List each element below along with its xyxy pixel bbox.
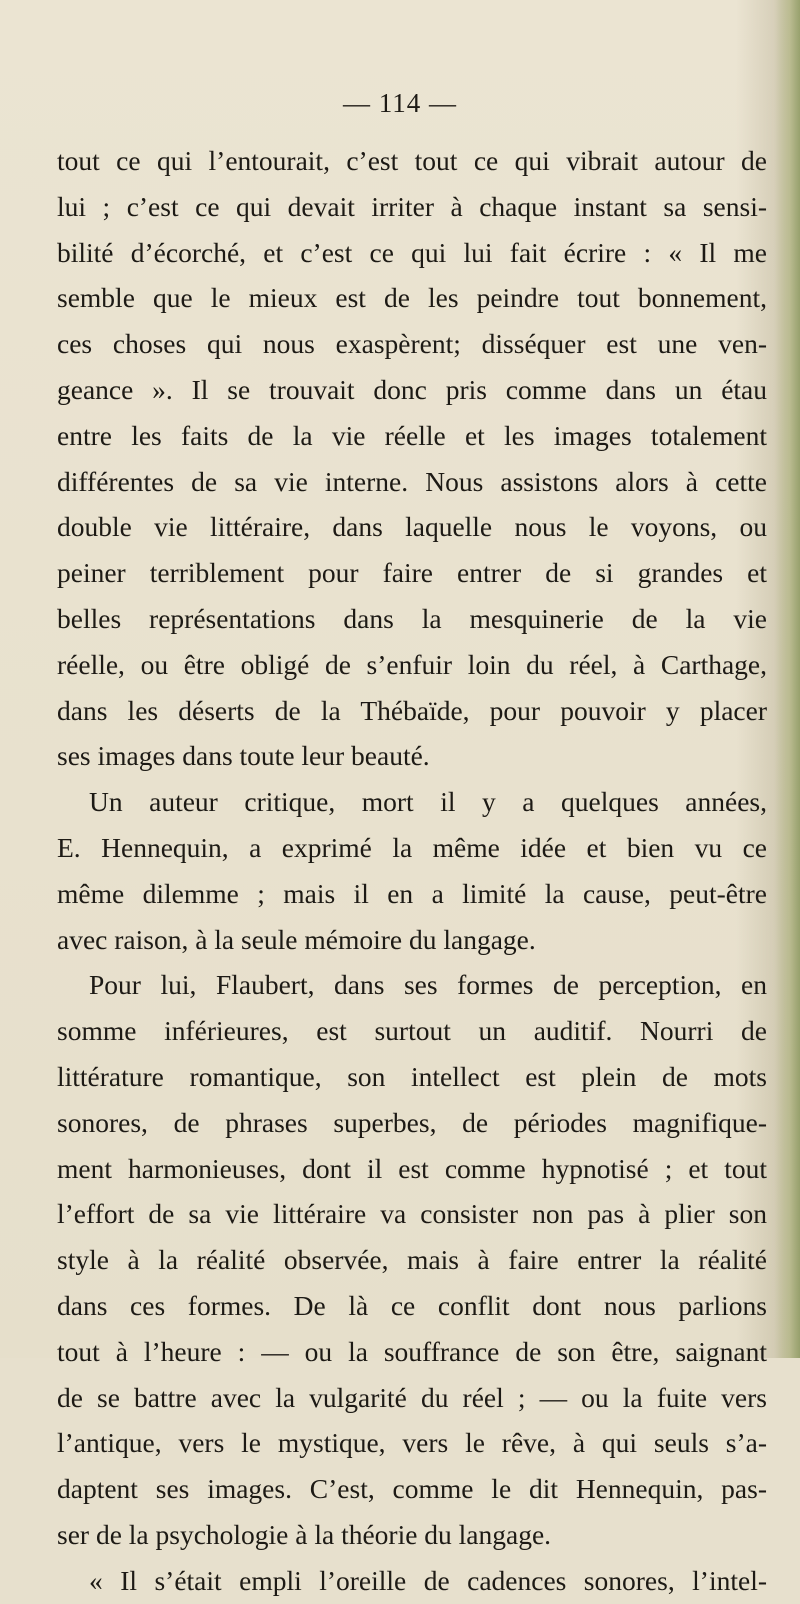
text-line: même dilemme ; mais il en a limité la cause, peut-être [57,877,767,909]
text-line: Un auteur critique, mort il y a quelques années, [89,786,767,818]
text-line: l’antique, vers le mystique, vers le rêve, à qui seuls s’a- [57,1427,767,1459]
text-line: belles représentations dans la mesquinerie de la vie [57,602,767,634]
text-line: somme inférieures, est surtout un auditif. Nourri de [57,1015,767,1047]
text-line: Pour lui, Flaubert, dans ses formes de perception, en [89,969,767,1001]
text-line: littérature romantique, son intellect est plein de mots [57,1060,767,1092]
text-line: style à la réalité observée, mais à faire entrer la réalité [57,1244,767,1276]
page-edge-shadow [774,0,800,1358]
text-line: l’effort de sa vie littéraire va consister non pas à plier son [57,1198,767,1230]
text-line: ment harmonieuses, dont il est comme hypnotisé ; et tout [57,1152,767,1184]
text-line: avec raison, à la seule mémoire du langage. [57,923,536,955]
text-line: bilité d’écorché, et c’est ce qui lui fait écrire : « Il me [57,236,767,268]
text-line: « Il s’était empli l’oreille de cadences sonores, l’intel- [89,1564,767,1596]
text-line: semble que le mieux est de les peindre tout bonnement, [57,282,767,314]
text-line: entre les faits de la vie réelle et les images totalement [57,419,767,451]
body-text [57,138,767,1604]
text-line: ses images dans toute leur beauté. [57,740,430,772]
text-line: dans les déserts de la Thébaïde, pour pouvoir y placer [57,694,767,726]
text-line: ces choses qui nous exaspèrent; disséquer est une ven- [57,328,767,360]
text-line: peiner terriblement pour faire entrer de si grandes et [57,557,767,589]
page-number: — 114 — [343,88,457,118]
text-line: daptent ses images. C’est, comme le dit Hennequin, pas- [57,1473,767,1505]
text-line: sonores, de phrases superbes, de périodes magnifique- [57,1106,767,1138]
text-line: double vie littéraire, dans laquelle nous le voyons, ou [57,511,767,543]
text-line: de se battre avec la vulgarité du réel ; — ou la fuite vers [57,1381,767,1413]
text-line: ser de la psychologie à la théorie du langage. [57,1518,552,1550]
text-line: lui ; c’est ce qui devait irriter à chaque instant sa sensi- [57,190,767,222]
text-line: geance ». Il se trouvait donc pris comme dans un étau [57,373,767,405]
text-line: tout à l’heure : — ou la souffrance de son être, saignant [57,1335,767,1367]
text-line: dans ces formes. De là ce conflit dont nous parlions [57,1289,767,1321]
text-line: différentes de sa vie interne. Nous assistons alors à cette [57,465,767,497]
text-line: E. Hennequin, a exprimé la même idée et bien vu ce [57,831,767,863]
text-line: réelle, ou être obligé de s’enfuir loin du réel, à Carthage, [57,648,767,680]
text-line: tout ce qui l’entourait, c’est tout ce qui vibrait autour de [57,145,767,176]
